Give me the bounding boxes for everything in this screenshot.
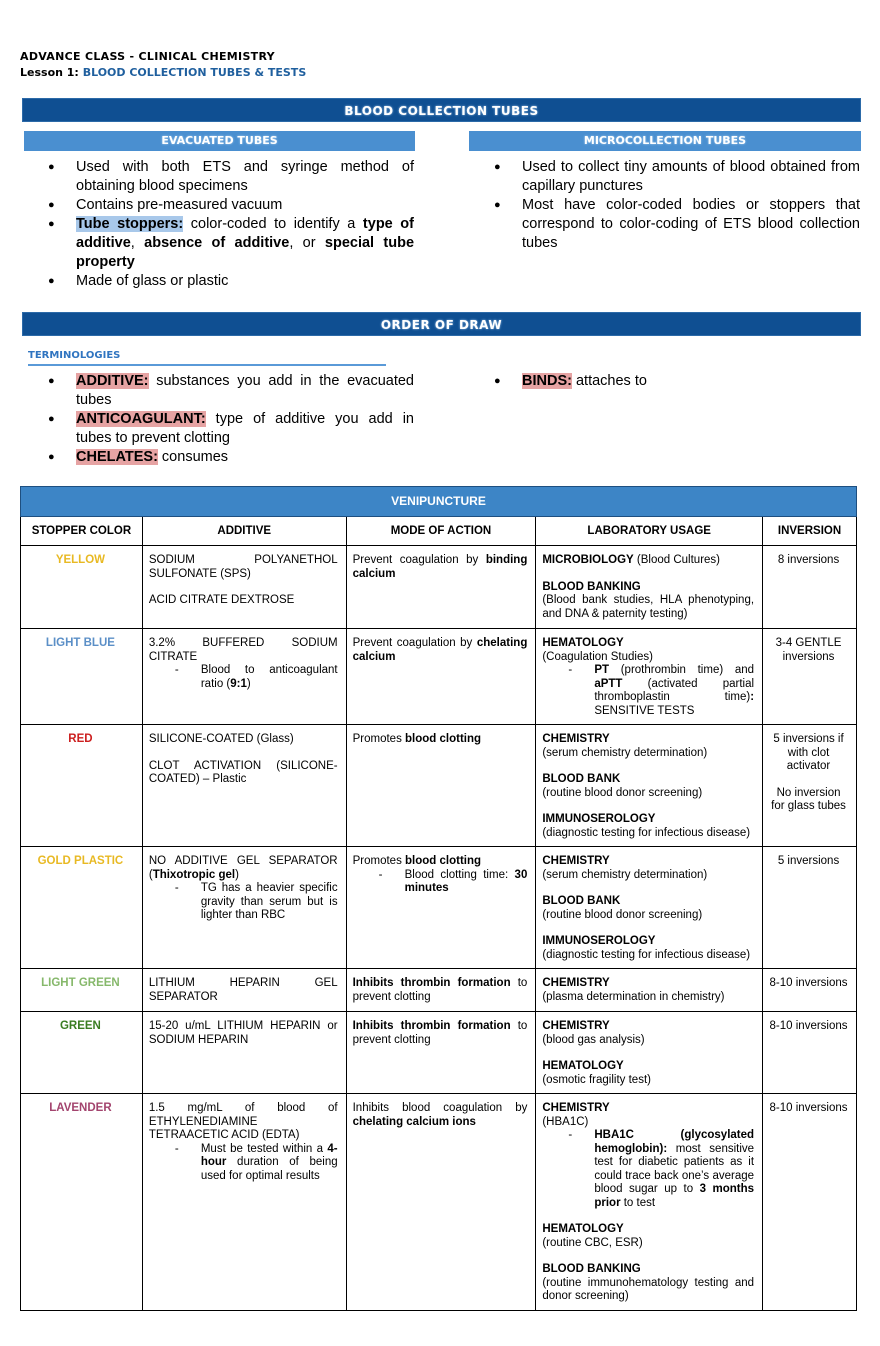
list-item <box>470 372 860 391</box>
stopper-color-red: RED <box>21 725 143 847</box>
text: Promotes <box>352 855 406 867</box>
subheading-microcollection-tubes: MICROCOLLECTION TUBES <box>469 131 861 151</box>
text: Inhibits blood coagulation by <box>352 1102 528 1114</box>
lab-section: BLOOD BANK <box>542 895 621 907</box>
table-row <box>21 1094 857 1311</box>
text: NO ADDITIVE GEL SEPARATOR ( <box>148 855 338 881</box>
lab-usage-cell <box>536 629 763 725</box>
lab-section: HEMATOLOGY <box>542 1223 624 1235</box>
lab-section: HEMATOLOGY <box>542 637 624 649</box>
text: attaches to <box>571 373 647 389</box>
term-additive: ADDITIVE: <box>76 373 149 389</box>
bold-text: 4-hour <box>200 1142 338 1168</box>
lab-section: IMMUNOSEROLOGY <box>542 935 656 947</box>
lab-section: CHEMISTRY <box>542 733 610 745</box>
bold-text: binding calcium <box>352 554 528 580</box>
text: (routine blood donor screening) <box>542 786 703 799</box>
section-banner-blood-collection-tubes: BLOOD COLLECTION TUBES <box>22 98 861 122</box>
terminologies-list-right <box>470 372 860 391</box>
lab-section: BLOOD BANKING <box>542 580 641 593</box>
additive-text: 3.2% BUFFERED SODIUM CITRATE <box>148 637 338 663</box>
lab-usage-cell <box>536 725 763 847</box>
inversion-text: 5 inversions if with clot activator <box>773 733 844 772</box>
additive-cell: 15-20 u/mL LITHIUM HEPARIN or SODIUM HEPARIN <box>142 1012 346 1094</box>
bold-text: : <box>750 691 755 703</box>
bold-text: Thixotropic gel <box>152 868 236 881</box>
additive-cell <box>142 629 346 725</box>
mode-of-action-cell <box>346 546 536 629</box>
additive-cell: LITHIUM HEPARIN GEL SEPARATOR <box>142 969 346 1012</box>
table-row <box>21 629 857 725</box>
class-title: ADVANCE CLASS - CLINICAL CHEMISTRY <box>20 50 275 63</box>
microcollection-tubes-list <box>470 158 860 253</box>
evacuated-tubes-list <box>24 158 414 291</box>
additive-cell <box>142 847 346 969</box>
inversion-cell <box>763 725 857 847</box>
stopper-color-green: GREEN <box>21 1012 143 1094</box>
text: (Blood Cultures) <box>633 554 721 566</box>
table-header-row <box>21 516 857 546</box>
additive-cell <box>142 1094 346 1311</box>
lesson-title: BLOOD COLLECTION TUBES & TESTS <box>82 66 307 79</box>
text: (HBA1C) <box>542 1115 589 1128</box>
lab-usage-cell <box>536 1012 763 1094</box>
bold-text: Inhibits thrombin formation <box>352 977 511 989</box>
bold-text: chelating calcium <box>352 637 528 663</box>
stopper-color-yellow: YELLOW <box>21 546 143 629</box>
text: to test <box>620 1196 656 1209</box>
inversion-text: No inversion for glass tubes <box>771 786 846 812</box>
stopper-color-lavender: LAVENDER <box>21 1094 143 1311</box>
text: duration of being used for optimal results <box>200 1156 338 1182</box>
additive-text: SODIUM POLYANETHOL SULFONATE (SPS) <box>148 554 338 580</box>
stopper-color-light-blue: LIGHT BLUE <box>21 629 143 725</box>
additive-text: ACID CITRATE DEXTROSE <box>148 594 295 606</box>
additive-text: 1.5 mg/mL of blood of ETHYLENEDIAMINE TETRAACETIC ACID (EDTA) <box>148 1102 338 1141</box>
text: (blood gas analysis) <box>542 1033 645 1046</box>
section-banner-order-of-draw: ORDER OF DRAW <box>22 312 861 336</box>
inversion-cell: 8-10 inversions <box>763 1012 857 1094</box>
list-item <box>24 410 414 448</box>
table-row <box>21 969 857 1012</box>
bold-text: PT <box>594 664 610 676</box>
table-row <box>21 847 857 969</box>
mode-of-action-cell <box>346 1094 536 1311</box>
list-item <box>24 372 414 410</box>
text: Prevent coagulation by <box>352 554 486 566</box>
term-anticoagulant: ANTICOAGULANT: <box>76 411 206 427</box>
bold-text: aPTT <box>594 677 623 690</box>
list-item: ● Used to collect tiny amounts of blood obtained from capillary punctures <box>470 158 860 196</box>
terminologies-list <box>24 372 414 467</box>
bold-text: blood clotting <box>405 733 482 745</box>
text: consumes <box>157 449 229 465</box>
bold-text: type of additive <box>76 216 414 251</box>
text: (serum chemistry determination) <box>542 868 708 881</box>
lab-section: BLOOD BANKING <box>542 1263 641 1275</box>
lab-section: HEMATOLOGY <box>542 1060 624 1072</box>
mode-of-action-cell <box>346 725 536 847</box>
lab-section: CHEMISTRY <box>542 1020 610 1032</box>
bold-text: HBA1C (glycosylated hemoglobin): <box>594 1129 755 1155</box>
text: (osmotic fragility test) <box>542 1073 651 1086</box>
column-header: STOPPER COLOR <box>21 516 143 546</box>
terminologies-underline <box>28 364 386 366</box>
lab-section: CHEMISTRY <box>542 977 610 989</box>
term-chelates: CHELATES: <box>76 449 158 465</box>
stopper-color-gold-plastic: GOLD PLASTIC <box>21 847 143 969</box>
lab-usage-cell <box>536 969 763 1012</box>
terminologies-heading: TERMINOLOGIES <box>28 350 121 361</box>
lab-usage-cell <box>536 1094 763 1311</box>
text: substances you add in the evacuated tubes <box>76 373 414 408</box>
text: (routine blood donor screening) <box>542 908 703 921</box>
mode-of-action-cell <box>346 969 536 1012</box>
column-header: INVERSION <box>763 516 857 546</box>
lab-usage-cell <box>536 546 763 629</box>
mode-of-action-cell <box>346 847 536 969</box>
text: SENSITIVE TESTS <box>594 704 695 717</box>
bold-text: chelating calcium ions <box>352 1115 476 1128</box>
list-item: ● Made of glass or plastic <box>24 272 414 291</box>
table-title: VENIPUNCTURE <box>21 487 857 517</box>
column-header: LABORATORY USAGE <box>536 516 763 546</box>
lab-section: IMMUNOSEROLOGY <box>542 813 656 825</box>
text: Prevent coagulation by <box>352 637 477 649</box>
mode-of-action-cell <box>346 629 536 725</box>
text: Blood clotting time: <box>404 868 515 881</box>
additive-text: SILICONE-COATED (Glass) <box>148 733 294 745</box>
lab-section: CHEMISTRY <box>542 1102 610 1114</box>
text: , <box>130 235 145 251</box>
text: (serum chemistry determination) <box>542 746 708 759</box>
inversion-cell: 8 inversions <box>763 546 857 629</box>
text: , or <box>289 235 325 251</box>
additive-subitem: - TG has a heavier specific gravity than serum but is lighter than RBC <box>149 882 338 923</box>
bold-text: 3 months prior <box>594 1183 755 1209</box>
column-header: ADDITIVE <box>142 516 346 546</box>
bold-text: blood clotting <box>405 855 482 867</box>
text: (plasma determination in chemistry) <box>542 990 725 1003</box>
document-header <box>20 50 306 79</box>
text: (Blood bank studies, HLA phenotyping, and DNA & paternity testing) <box>542 594 755 620</box>
text: most sensitive test for diabetic patients as it could trace back one’s average blood sugar up to <box>594 1142 755 1195</box>
text: to prevent clotting <box>352 1020 528 1046</box>
text: Promotes <box>352 733 406 745</box>
mode-of-action-cell <box>346 1012 536 1094</box>
lab-usage-cell <box>536 847 763 969</box>
subheading-evacuated-tubes: EVACUATED TUBES <box>24 131 415 151</box>
text: ) <box>235 868 239 881</box>
text: (prothrombin time) and <box>609 664 755 676</box>
text: Blood to anticoagulant ratio ( <box>200 664 338 690</box>
inversion-cell: 8-10 inversions <box>763 969 857 1012</box>
stopper-color-light-green: LIGHT GREEN <box>21 969 143 1012</box>
inversion-cell: 3-4 GENTLE inversions <box>763 629 857 725</box>
table-row <box>21 725 857 847</box>
lesson-prefix: Lesson 1: <box>20 66 79 79</box>
inversion-cell: 5 inversions <box>763 847 857 969</box>
text: type of additive you add in tubes to prevent clotting <box>76 411 414 446</box>
text: ) <box>246 677 251 690</box>
text: Must be tested within a <box>200 1142 328 1155</box>
table-row <box>21 1012 857 1094</box>
additive-text: CLOT ACTIVATION (SILICONE-COATED) – Plastic <box>148 759 338 785</box>
text: color-coded to identify a <box>183 216 363 232</box>
text: (Coagulation Studies) <box>542 650 653 663</box>
lab-section: MICROBIOLOGY <box>542 554 634 566</box>
text: (routine immunohematology testing and donor screening) <box>542 1276 755 1302</box>
venipuncture-table <box>20 486 857 1311</box>
list-item: ● Contains pre-measured vacuum <box>24 196 414 215</box>
list-item: ● Used with both ETS and syringe method of obtaining blood specimens <box>24 158 414 196</box>
list-item <box>24 448 414 467</box>
list-item: ● Most have color-coded bodies or stoppers that correspond to color-coding of ETS blood collection tubes <box>470 196 860 253</box>
bold-text: special tube property <box>76 235 415 270</box>
bold-text: 30 minutes <box>404 868 528 894</box>
term-binds: BINDS: <box>522 373 572 389</box>
bold-text: Inhibits thrombin formation <box>352 1020 511 1032</box>
text: (routine CBC, ESR) <box>542 1236 643 1249</box>
tube-stoppers-highlight: Tube stoppers: <box>76 216 184 232</box>
text: (diagnostic testing for infectious disease) <box>542 826 751 839</box>
lab-section: CHEMISTRY <box>542 855 610 867</box>
list-item <box>24 215 414 272</box>
bold-text: absence of additive <box>144 235 290 251</box>
bold-text: 9:1 <box>230 677 247 690</box>
table-row <box>21 546 857 629</box>
text: (activated partial thromboplastin time) <box>594 677 755 703</box>
lesson-line <box>20 66 306 79</box>
column-header: MODE OF ACTION <box>346 516 536 546</box>
table-title-row <box>21 487 857 517</box>
inversion-cell: 8-10 inversions <box>763 1094 857 1311</box>
lab-section: BLOOD BANK <box>542 773 621 785</box>
text: (diagnostic testing for infectious disease) <box>542 948 751 961</box>
additive-cell <box>142 725 346 847</box>
additive-cell <box>142 546 346 629</box>
text: to prevent clotting <box>352 977 528 1003</box>
